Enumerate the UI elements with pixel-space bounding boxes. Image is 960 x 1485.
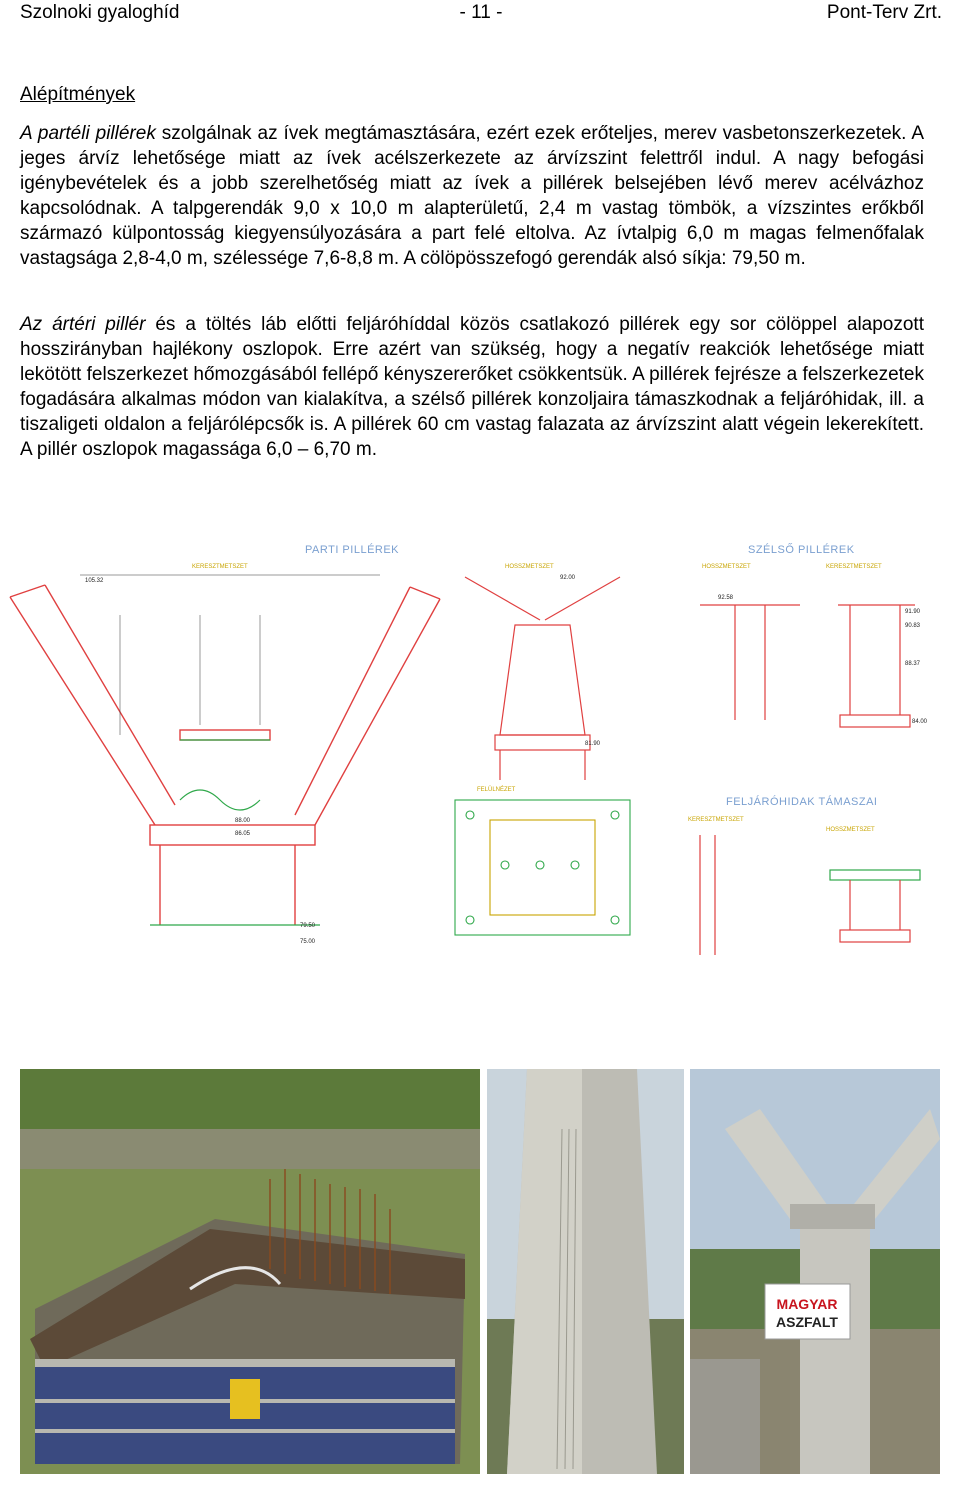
level-label: 92.00 [560, 575, 576, 581]
header-page-number: - 11 - [459, 2, 503, 23]
level-label: 92.58 [718, 595, 734, 601]
header-document-title: Szolnoki gyaloghíd [20, 2, 180, 23]
level-label: 75.00 [300, 939, 316, 945]
paragraph-partel [20, 121, 924, 271]
technical-drawing [0, 535, 960, 955]
photo-concrete-column [487, 1069, 684, 1474]
sign-line-1: MAGYAR [776, 1296, 838, 1312]
photo-foundation-rebar-image [20, 1069, 480, 1474]
drawing-label-kereszt-1: KERESZTMETSZET [192, 564, 248, 570]
feljaro-support-drawing [700, 835, 920, 955]
parti-piller-cross-section [10, 575, 440, 925]
drawing-title-parti: PARTI PILLÉREK [305, 544, 400, 556]
sign-line-2: ASZFALT [776, 1314, 838, 1330]
drawing-title-feljaro: FELJÁRÓHIDAK TÁMASZAI [726, 796, 878, 808]
level-label: 84.00 [912, 719, 928, 725]
paragraph-arteri-lead: Az ártéri pillér [20, 314, 146, 335]
level-label: 90.83 [905, 623, 921, 629]
paragraph-partel-body: szolgálnak az ívek megtámasztására, ezért ezek erőteljes, merev vasbetonszerkezetek. A jeges árvíz lehetősége miatt az ívek acélszerkezete az árvízszint felettről indul. A nagy befogási igénybevételek és a jobb szerelhetőség miatt az ívek a pillérek belsejében lévő merev acélvázhoz kapcsolódnak. A talpgerendák 9,0 x 10,0 m alapterületű, 2,4 m vastag tömbök, a vízszintes erőkből származó külpontosság kiegyensúlyozására a part felé eltolva. Az ívtalpig 6,0 m magas felmenőfalak vastagsága 2,8-4,0 m, szélessége 7,6-8,8 m. A cölöpösszefogó gerendák alsó síkja: 79,50 m. [20, 123, 924, 269]
szelso-piller-drawing [700, 605, 915, 727]
photo-y-pillar-image [690, 1069, 940, 1474]
felulnezet-plan [455, 800, 630, 935]
paragraph-partel-lead: A partéli pillérek [20, 123, 156, 144]
page-header [20, 0, 942, 26]
drawing-title-szelso: SZÉLSŐ PILLÉREK [748, 544, 855, 556]
drawing-label-hossz-2: HOSSZMETSZET [702, 564, 751, 570]
parti-piller-longitudinal [465, 577, 620, 780]
header-company: Pont-Terv Zrt. [826, 2, 942, 23]
level-label: 88.37 [905, 661, 921, 667]
photo-y-pillar [690, 1069, 940, 1474]
drawing-label-kereszt-2: KERESZTMETSZET [826, 564, 882, 570]
drawing-label-felulnezet: FELÜLNÉZET [477, 787, 516, 793]
paragraph-arteri-body: és a töltés láb előtti feljáróhíddal közös csatlakozó pillérek egy sor cölöppel alapozott hosszirányban hajlékony oszlopok. Erre azért van szükség, hogy a negatív reakciók lehetősége miatt lekötött felszerkezet hőmozgásából fellépő kényszererőket csökkentsük. A pillérek fejrésze a felszerkezetek fogadására alkalmas módon van kialakítva, a szélső pillérek konzoljaira támaszkodnak a feljáróhidak, ill. a tiszaligeti oldalon a feljárólépcsők is. A pillérek 60 cm vastag falazata az árvízszint alatt végein lekerekített. A pillér oszlopok magassága 6,0 – 6,70 m. [20, 314, 924, 460]
section-title: Alépítmények [20, 84, 136, 105]
level-label: 88.00 [235, 818, 251, 824]
paragraph-arteri [20, 312, 924, 462]
level-label: 91.90 [905, 609, 921, 615]
drawing-label-hossz-1: HOSSZMETSZET [505, 564, 554, 570]
level-label: 81.90 [585, 741, 601, 747]
photo-concrete-column-image [487, 1069, 684, 1474]
photo-foundation-rebar [20, 1069, 480, 1474]
drawing-label-hossz-3: HOSSZMETSZET [826, 827, 875, 833]
level-label: 105.32 [85, 578, 104, 584]
level-label: 86.05 [235, 831, 251, 837]
level-label: 79.50 [300, 923, 316, 929]
drawing-label-kereszt-3: KERESZTMETSZET [688, 817, 744, 823]
